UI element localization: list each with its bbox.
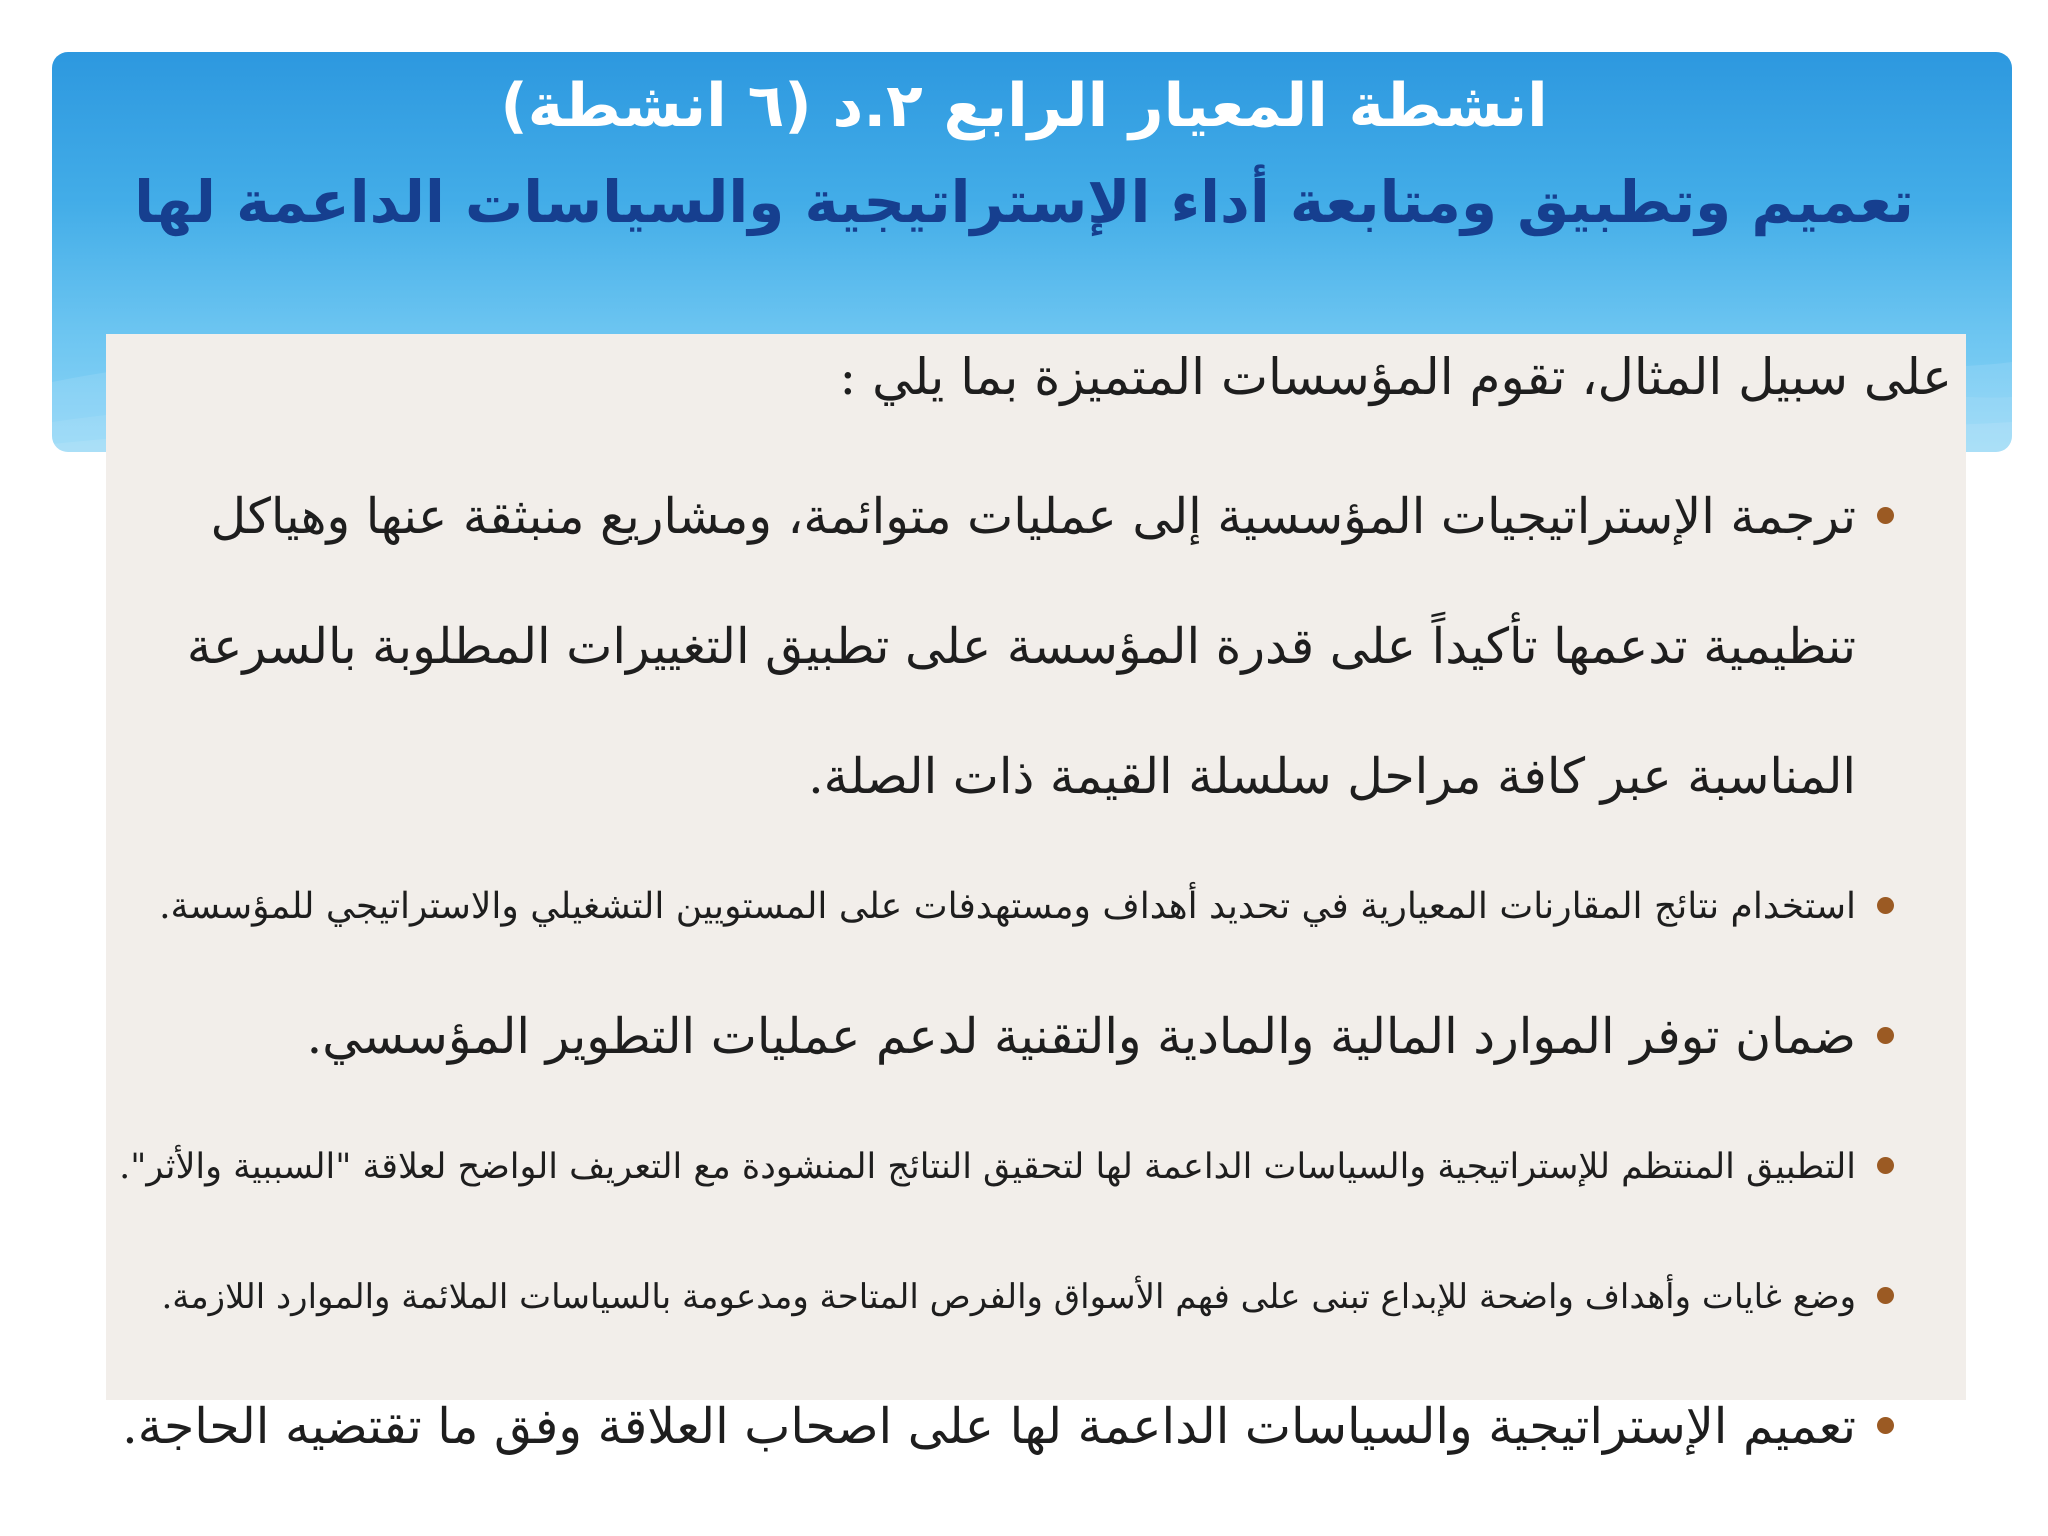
bullet-item [114,1232,1894,1362]
bullet-item [114,452,1894,842]
bullet-point-icon [1877,1287,1894,1304]
bullet-text: تعميم الإستراتيجية والسياسات الداعمة لها على اصحاب العلاقة وفق ما تقتضيه الحاجة. [122,1398,1856,1455]
bullet-item [114,1102,1894,1232]
slide-title: انشطة المعيار الرابع ٢.د (٦ انشطة) [500,71,1548,141]
bullet-item [114,842,1894,972]
bullet-text: استخدام نتائج المقارنات المعيارية في تحديد أهداف ومستهدفات على المستويين التشغيلي والاستراتيجي للمؤسسة. [159,886,1856,927]
bullet-text: ضمان توفر الموارد المالية والمادية والتقنية لدعم عمليات التطوير المؤسسي. [306,1008,1856,1065]
bullet-text: ترجمة الإستراتيجيات المؤسسية إلى عمليات متوائمة، ومشاريع منبثقة عنها وهياكل تنظيمية تدعمها تأكيداً على قدرة المؤسسة على تطبيق التغييرات المطلوبة بالسرعة المناسبة عبر كافة مراحل سلسلة القيمة ذات الصلة. [186,488,1856,805]
bullet-text: وضع غايات وأهداف واضحة للإبداع تبنى على فهم الأسواق والفرص المتاحة ومدعومة بالسياسات الملائمة والموارد اللازمة. [161,1277,1856,1317]
bullet-list [114,452,1894,1492]
bullet-point-icon [1877,1417,1894,1434]
bullet-point-icon [1877,897,1894,914]
slide-subtitle: تعميم وتطبيق ومتابعة أداء الإستراتيجية والسياسات الداعمة لها [134,168,1914,236]
bullet-point-icon [1877,1157,1894,1174]
bullet-item [114,972,1894,1102]
bullet-point-icon [1877,507,1894,524]
bullet-item [114,1362,1894,1492]
bullet-point-icon [1877,1027,1894,1044]
content-panel [106,334,1966,1455]
intro-text: على سبيل المثال، تقوم المؤسسات المتميزة بما يلي : [839,348,1952,406]
bullet-text: التطبيق المنتظم للإستراتيجية والسياسات الداعمة لها لتحقيق النتائج المنشودة مع التعريف الواضح لعلاقة "السببية والأثر". [119,1147,1856,1187]
